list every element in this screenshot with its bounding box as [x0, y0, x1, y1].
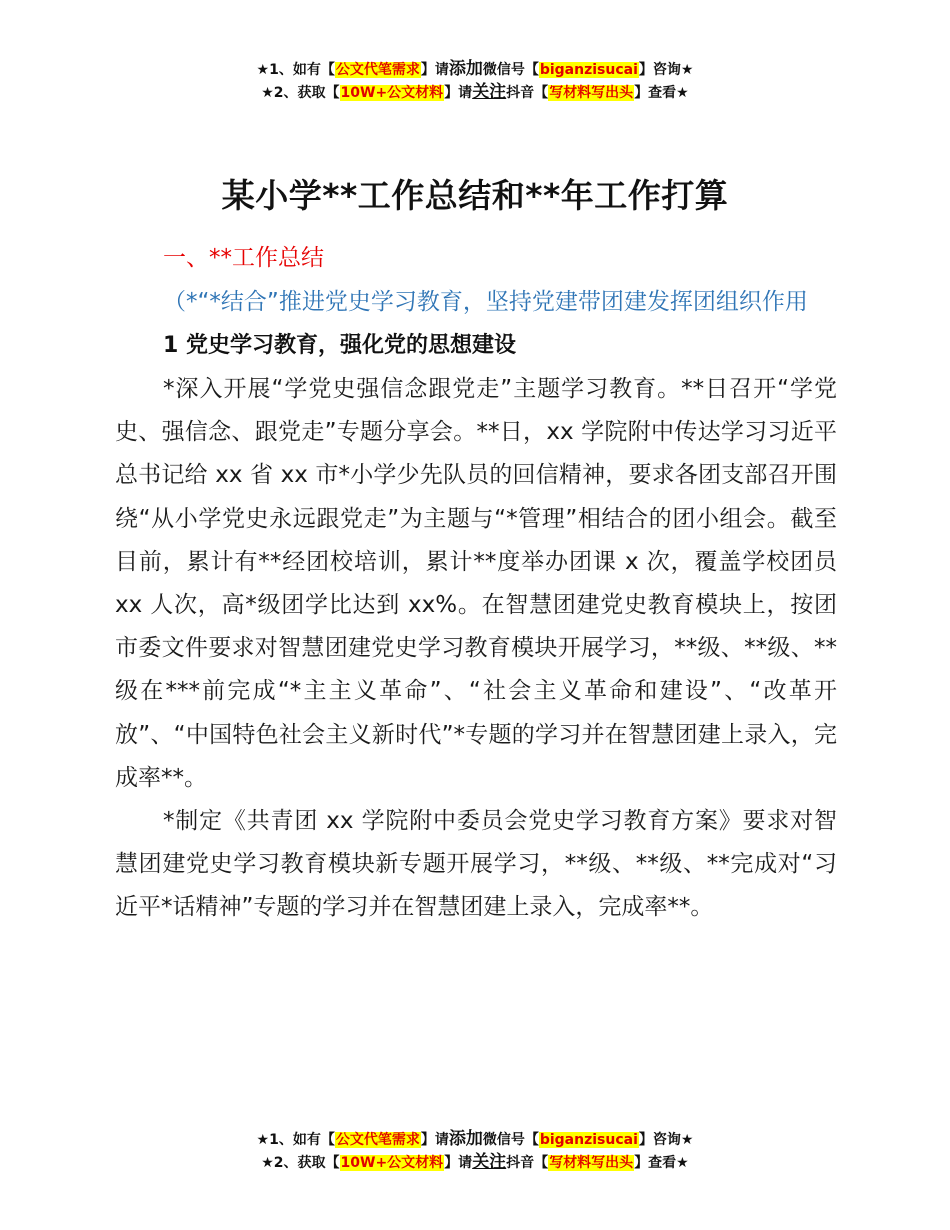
banner-line-1: ★1、如有【公文代笔需求】请添加微信号【biganzisucai】咨询★ — [256, 59, 694, 79]
highlight-douyin: 写材料写出头 — [549, 1155, 634, 1171]
header-banner — [0, 58, 950, 104]
highlight-service: 公文代笔需求 — [335, 62, 420, 78]
paragraph: *制定《共青团 xx 学院附中委员会党史学习教育方案》要求对智慧团建党史学习教育模块新专题开展学习，**级、**级、**完成对“习近平*话精神”专题的学习并在智慧团建上录入，完成率**。 — [115, 808, 837, 921]
section-heading: 一、**工作总结 — [163, 245, 324, 271]
highlight-wechat-id: biganzisucai — [539, 1132, 638, 1148]
topic-heading: 1 党史学习教育，强化党的思想建设 — [163, 333, 516, 358]
highlight-materials: 10W+公文材料 — [340, 1155, 444, 1171]
document-body — [115, 236, 837, 930]
paragraph: *深入开展“学党史强信念跟党走”主题学习教育。**日召开“学党史、强信念、跟党走”专题分享会。**日，xx 学院附中传达学习习近平总书记给 xx 省 xx 市*小学少先队员的回信精神，要求各团支部召开围绕“从小学党史永远跟党走”为主题与“*管理”相结合的团小组会。截至目前，累计有**经团校培训，累计**度举办团课 x 次，覆盖学校团员 xx 人次，高*级团学比达到 xx%。在智慧团建党史教育模块上，按团市委文件要求对智慧团建党史学习教育模块开展学习，**级、**级、**级在***前完成“*主主义革命”、“社会主义革命和建设”、“改革开放”、“中国特色社会主义新时代”*专题的学习并在智慧团建上录入，完成率**。 — [115, 376, 837, 791]
highlight-service: 公文代笔需求 — [335, 1132, 420, 1148]
banner-line-1: ★1、如有【公文代笔需求】请添加微信号【biganzisucai】咨询★ — [256, 1129, 694, 1149]
highlight-douyin: 写材料写出头 — [549, 85, 634, 101]
document-title: 某小学**工作总结和**年工作打算 — [221, 176, 729, 215]
footer-banner — [0, 1128, 950, 1174]
banner-line-2: ★2、获取【10W+公文材料】请关注抖音【写材料写出头】查看★ — [261, 1152, 689, 1172]
highlight-materials: 10W+公文材料 — [340, 85, 444, 101]
highlight-wechat-id: biganzisucai — [539, 62, 638, 78]
subsection-heading: （*“*结合”推进党史学习教育，坚持党建带团建发挥团组织作用 — [163, 289, 808, 315]
banner-line-2: ★2、获取【10W+公文材料】请关注抖音【写材料写出头】查看★ — [261, 82, 689, 102]
